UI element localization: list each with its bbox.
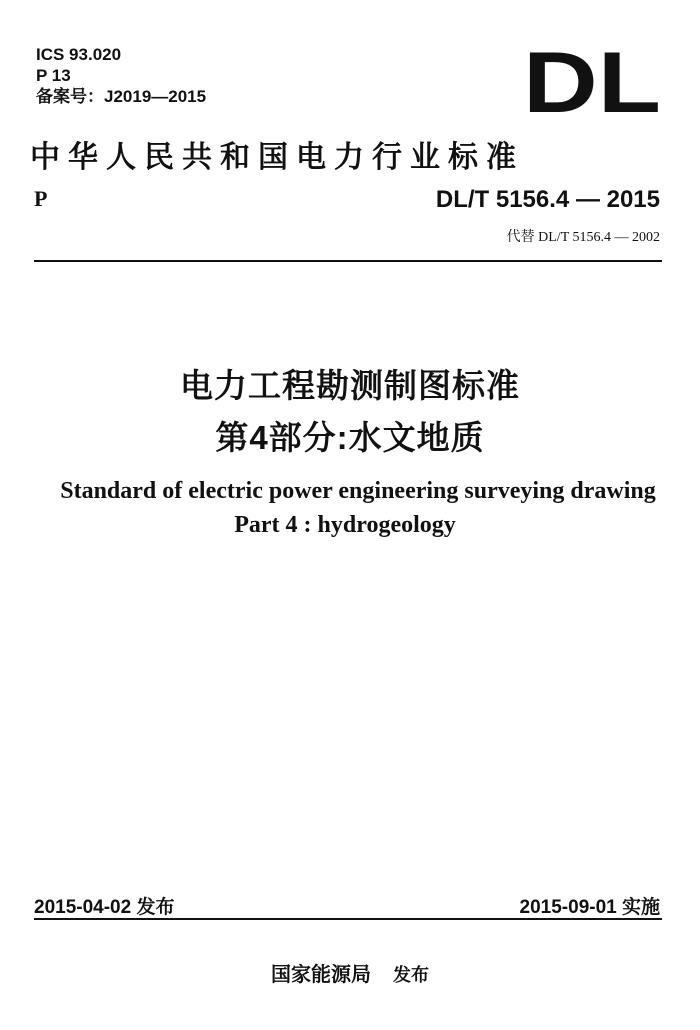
header-meta <box>36 44 206 107</box>
divider-bottom <box>34 918 662 920</box>
classification-code: P <box>34 186 48 211</box>
title-cn-line2: 第4部分:水文地质 <box>215 419 485 456</box>
ics-code: ICS 93.020 <box>36 45 122 64</box>
category-code: P 13 <box>36 66 71 85</box>
dl-logo-text: DL <box>523 46 661 116</box>
issue-date: 2015-04-02 发布 <box>34 897 175 918</box>
title-en-line1: Standard of electric power engineering surveying drawing <box>60 478 656 504</box>
publisher-name: 国家能源局 <box>271 964 371 986</box>
effective-date: 2015-09-01 实施 <box>519 897 660 918</box>
publisher-action: 发布 <box>393 965 429 985</box>
title-en-line2: Part 4 : hydrogeology <box>234 512 456 538</box>
standard-number: DL/T 5156.4 — 2015 <box>435 186 660 213</box>
replaces-note: 代替 DL/T 5156.4 — 2002 <box>506 230 660 245</box>
filing-number: 备案号：J2019—2015 <box>36 87 207 106</box>
publisher-line <box>0 958 700 987</box>
dl-logo <box>522 46 662 116</box>
divider-top <box>34 260 662 262</box>
title-cn-line1: 电力工程勘测制图标准 <box>180 367 520 404</box>
org-title: 中华人民共和国电力行业标准 <box>30 141 524 174</box>
